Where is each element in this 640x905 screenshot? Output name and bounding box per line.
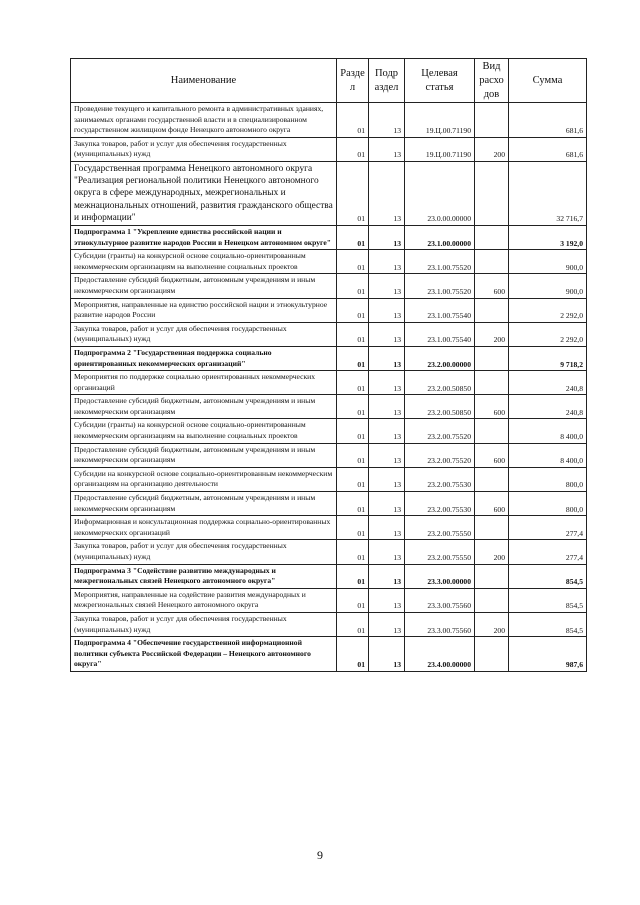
row-subsection: 13 [369, 612, 405, 636]
row-section: 01 [337, 443, 369, 467]
row-subsection: 13 [369, 564, 405, 588]
row-expense-type [475, 346, 509, 370]
row-target: 19.Ц.00.71190 [405, 103, 475, 138]
row-subsection: 13 [369, 588, 405, 612]
row-amount: 32 716,7 [509, 161, 587, 225]
row-expense-type: 600 [475, 443, 509, 467]
row-name: Предоставление субсидий бюджетным, автономным учреждениям и иным некоммерческим организациям [71, 395, 337, 419]
row-target: 19.Ц.00.71190 [405, 137, 475, 161]
row-amount: 2 292,0 [509, 298, 587, 322]
table-body [71, 103, 587, 672]
table-row [71, 322, 587, 346]
row-name: Предоставление субсидий бюджетным, автономным учреждениям и иным некоммерческим организациям [71, 274, 337, 298]
row-amount: 240,8 [509, 371, 587, 395]
row-amount: 987,6 [509, 637, 587, 672]
table-row [71, 637, 587, 672]
row-amount: 854,5 [509, 588, 587, 612]
row-target: 23.1.00.75540 [405, 298, 475, 322]
row-target: 23.3.00.75560 [405, 612, 475, 636]
row-name: Подпрограмма 2 "Государственная поддержка социально ориентированных некоммерческих организаций" [71, 346, 337, 370]
row-subsection: 13 [369, 274, 405, 298]
row-subsection: 13 [369, 250, 405, 274]
row-name: Субсидии на конкурсной основе социально-ориентированным некоммерческим организациям на организацию деятельности [71, 467, 337, 491]
row-name: Подпрограмма 4 "Обеспечение государственной информационной политики субъекта Российской Федерации – Ненецкого автономного округа" [71, 637, 337, 672]
row-subsection: 13 [369, 346, 405, 370]
row-subsection: 13 [369, 298, 405, 322]
row-section: 01 [337, 298, 369, 322]
row-name: Закупка товаров, работ и услуг для обеспечения государственных (муниципальных) нужд [71, 612, 337, 636]
row-expense-type: 600 [475, 395, 509, 419]
col-header-section: Разде л [337, 59, 369, 103]
row-section: 01 [337, 161, 369, 225]
row-subsection: 13 [369, 516, 405, 540]
row-name: Проведение текущего и капитального ремонта в административных зданиях, занимаемых органами государственной власти и в специализированном государственном жилищном фонде Ненецкого автономного округа [71, 103, 337, 138]
row-section: 01 [337, 274, 369, 298]
col-header-target: Целевая статья [405, 59, 475, 103]
row-expense-type [475, 298, 509, 322]
table-row [71, 588, 587, 612]
row-target: 23.2.00.75520 [405, 419, 475, 443]
table-row [71, 103, 587, 138]
row-amount: 277,4 [509, 516, 587, 540]
budget-table [70, 58, 587, 672]
row-target: 23.2.00.75550 [405, 516, 475, 540]
row-subsection: 13 [369, 371, 405, 395]
row-expense-type: 200 [475, 540, 509, 564]
row-amount: 854,5 [509, 612, 587, 636]
row-target: 23.4.00.00000 [405, 637, 475, 672]
row-expense-type: 200 [475, 612, 509, 636]
row-expense-type [475, 588, 509, 612]
row-amount: 8 400,0 [509, 443, 587, 467]
row-section: 01 [337, 346, 369, 370]
row-name: Мероприятия по поддержке социально ориентированных некоммерческих организаций [71, 371, 337, 395]
row-name: Закупка товаров, работ и услуг для обеспечения государственных (муниципальных) нужд [71, 540, 337, 564]
table-row [71, 443, 587, 467]
row-expense-type: 200 [475, 322, 509, 346]
row-name: Подпрограмма 3 "Содействие развитию международных и межрегиональных связей Ненецкого автономного округа" [71, 564, 337, 588]
row-amount: 2 292,0 [509, 322, 587, 346]
row-target: 23.1.00.75540 [405, 322, 475, 346]
row-target: 23.2.00.50850 [405, 395, 475, 419]
row-section: 01 [337, 419, 369, 443]
row-amount: 9 718,2 [509, 346, 587, 370]
row-section: 01 [337, 322, 369, 346]
row-expense-type: 600 [475, 492, 509, 516]
table-row [71, 492, 587, 516]
row-expense-type [475, 103, 509, 138]
row-expense-type: 200 [475, 137, 509, 161]
row-target: 23.1.00.75520 [405, 250, 475, 274]
row-amount: 681,6 [509, 103, 587, 138]
table-row [71, 467, 587, 491]
row-section: 01 [337, 492, 369, 516]
table-row [71, 137, 587, 161]
row-subsection: 13 [369, 225, 405, 249]
row-section: 01 [337, 540, 369, 564]
row-name: Мероприятия, направленные на единство российской нации и этнокультурное развитие народов России [71, 298, 337, 322]
row-subsection: 13 [369, 322, 405, 346]
row-subsection: 13 [369, 637, 405, 672]
row-subsection: 13 [369, 492, 405, 516]
row-section: 01 [337, 395, 369, 419]
table-row [71, 564, 587, 588]
table-row [71, 225, 587, 249]
row-expense-type [475, 250, 509, 274]
row-target: 23.2.00.75550 [405, 540, 475, 564]
table-row [71, 346, 587, 370]
table-row [71, 540, 587, 564]
row-name: Предоставление субсидий бюджетным, автономным учреждениям и иным некоммерческим организациям [71, 492, 337, 516]
row-target: 23.1.00.00000 [405, 225, 475, 249]
row-section: 01 [337, 103, 369, 138]
row-target: 23.0.00.00000 [405, 161, 475, 225]
row-expense-type [475, 564, 509, 588]
row-target: 23.2.00.00000 [405, 346, 475, 370]
row-section: 01 [337, 225, 369, 249]
table-row [71, 612, 587, 636]
row-section: 01 [337, 467, 369, 491]
row-subsection: 13 [369, 419, 405, 443]
row-amount: 800,0 [509, 467, 587, 491]
table-row [71, 395, 587, 419]
row-target: 23.3.00.00000 [405, 564, 475, 588]
row-name: Предоставление субсидий бюджетным, автономным учреждениям и иным некоммерческим организациям [71, 443, 337, 467]
row-section: 01 [337, 637, 369, 672]
col-header-amount: Сумма [509, 59, 587, 103]
row-subsection: 13 [369, 161, 405, 225]
col-header-name: Наименование [71, 59, 337, 103]
page-number: 9 [317, 848, 323, 862]
row-expense-type [475, 161, 509, 225]
row-section: 01 [337, 250, 369, 274]
row-expense-type [475, 516, 509, 540]
row-amount: 800,0 [509, 492, 587, 516]
row-expense-type [475, 225, 509, 249]
row-name: Закупка товаров, работ и услуг для обеспечения государственных (муниципальных) нужд [71, 137, 337, 161]
row-subsection: 13 [369, 467, 405, 491]
row-target: 23.2.00.75530 [405, 467, 475, 491]
row-amount: 681,6 [509, 137, 587, 161]
row-expense-type [475, 637, 509, 672]
row-amount: 900,0 [509, 250, 587, 274]
col-header-subsection: Подр аздел [369, 59, 405, 103]
row-target: 23.3.00.75560 [405, 588, 475, 612]
table-row [71, 274, 587, 298]
row-amount: 3 192,0 [509, 225, 587, 249]
table-row [71, 161, 587, 225]
row-amount: 8 400,0 [509, 419, 587, 443]
header-row [71, 59, 587, 103]
row-section: 01 [337, 564, 369, 588]
row-amount: 277,4 [509, 540, 587, 564]
row-name: Субсидии (гранты) на конкурсной основе социально-ориентированным некоммерческим организациям на выполнение социальных проектов [71, 250, 337, 274]
col-header-expense-type: Вид расхо дов [475, 59, 509, 103]
row-section: 01 [337, 371, 369, 395]
row-name: Субсидии (гранты) на конкурсной основе социально-ориентированным некоммерческим организациям на выполнение социальных проектов [71, 419, 337, 443]
row-subsection: 13 [369, 137, 405, 161]
table-row [71, 298, 587, 322]
row-subsection: 13 [369, 540, 405, 564]
row-name: Мероприятия, направленные на содействие развития международных и межрегиональных связей Ненецкого автономного округа [71, 588, 337, 612]
row-expense-type [475, 467, 509, 491]
table-row [71, 516, 587, 540]
row-amount: 854,5 [509, 564, 587, 588]
row-subsection: 13 [369, 395, 405, 419]
row-subsection: 13 [369, 443, 405, 467]
row-name: Закупка товаров, работ и услуг для обеспечения государственных (муниципальных) нужд [71, 322, 337, 346]
row-target: 23.2.00.75520 [405, 443, 475, 467]
row-name: Информационная и консультационная поддержка социально-ориентированных некоммерческих организаций [71, 516, 337, 540]
table-row [71, 419, 587, 443]
row-section: 01 [337, 137, 369, 161]
row-expense-type: 600 [475, 274, 509, 298]
table-row [71, 371, 587, 395]
row-target: 23.1.00.75520 [405, 274, 475, 298]
row-name: Государственная программа Ненецкого автономного округа "Реализация региональной политики Ненецкого автономного округа в сфере международных, межрегиональных и межнациональных отношений, развития гражданского общества и информации" [71, 161, 337, 225]
row-subsection: 13 [369, 103, 405, 138]
row-amount: 900,0 [509, 274, 587, 298]
row-section: 01 [337, 516, 369, 540]
row-expense-type [475, 419, 509, 443]
row-target: 23.2.00.75530 [405, 492, 475, 516]
row-target: 23.2.00.50850 [405, 371, 475, 395]
row-name: Подпрограмма 1 "Укрепление единства российской нации и этнокультурное развитие народов России в Ненецком автономном округе" [71, 225, 337, 249]
row-section: 01 [337, 588, 369, 612]
row-amount: 240,8 [509, 395, 587, 419]
row-section: 01 [337, 612, 369, 636]
row-expense-type [475, 371, 509, 395]
table-row [71, 250, 587, 274]
